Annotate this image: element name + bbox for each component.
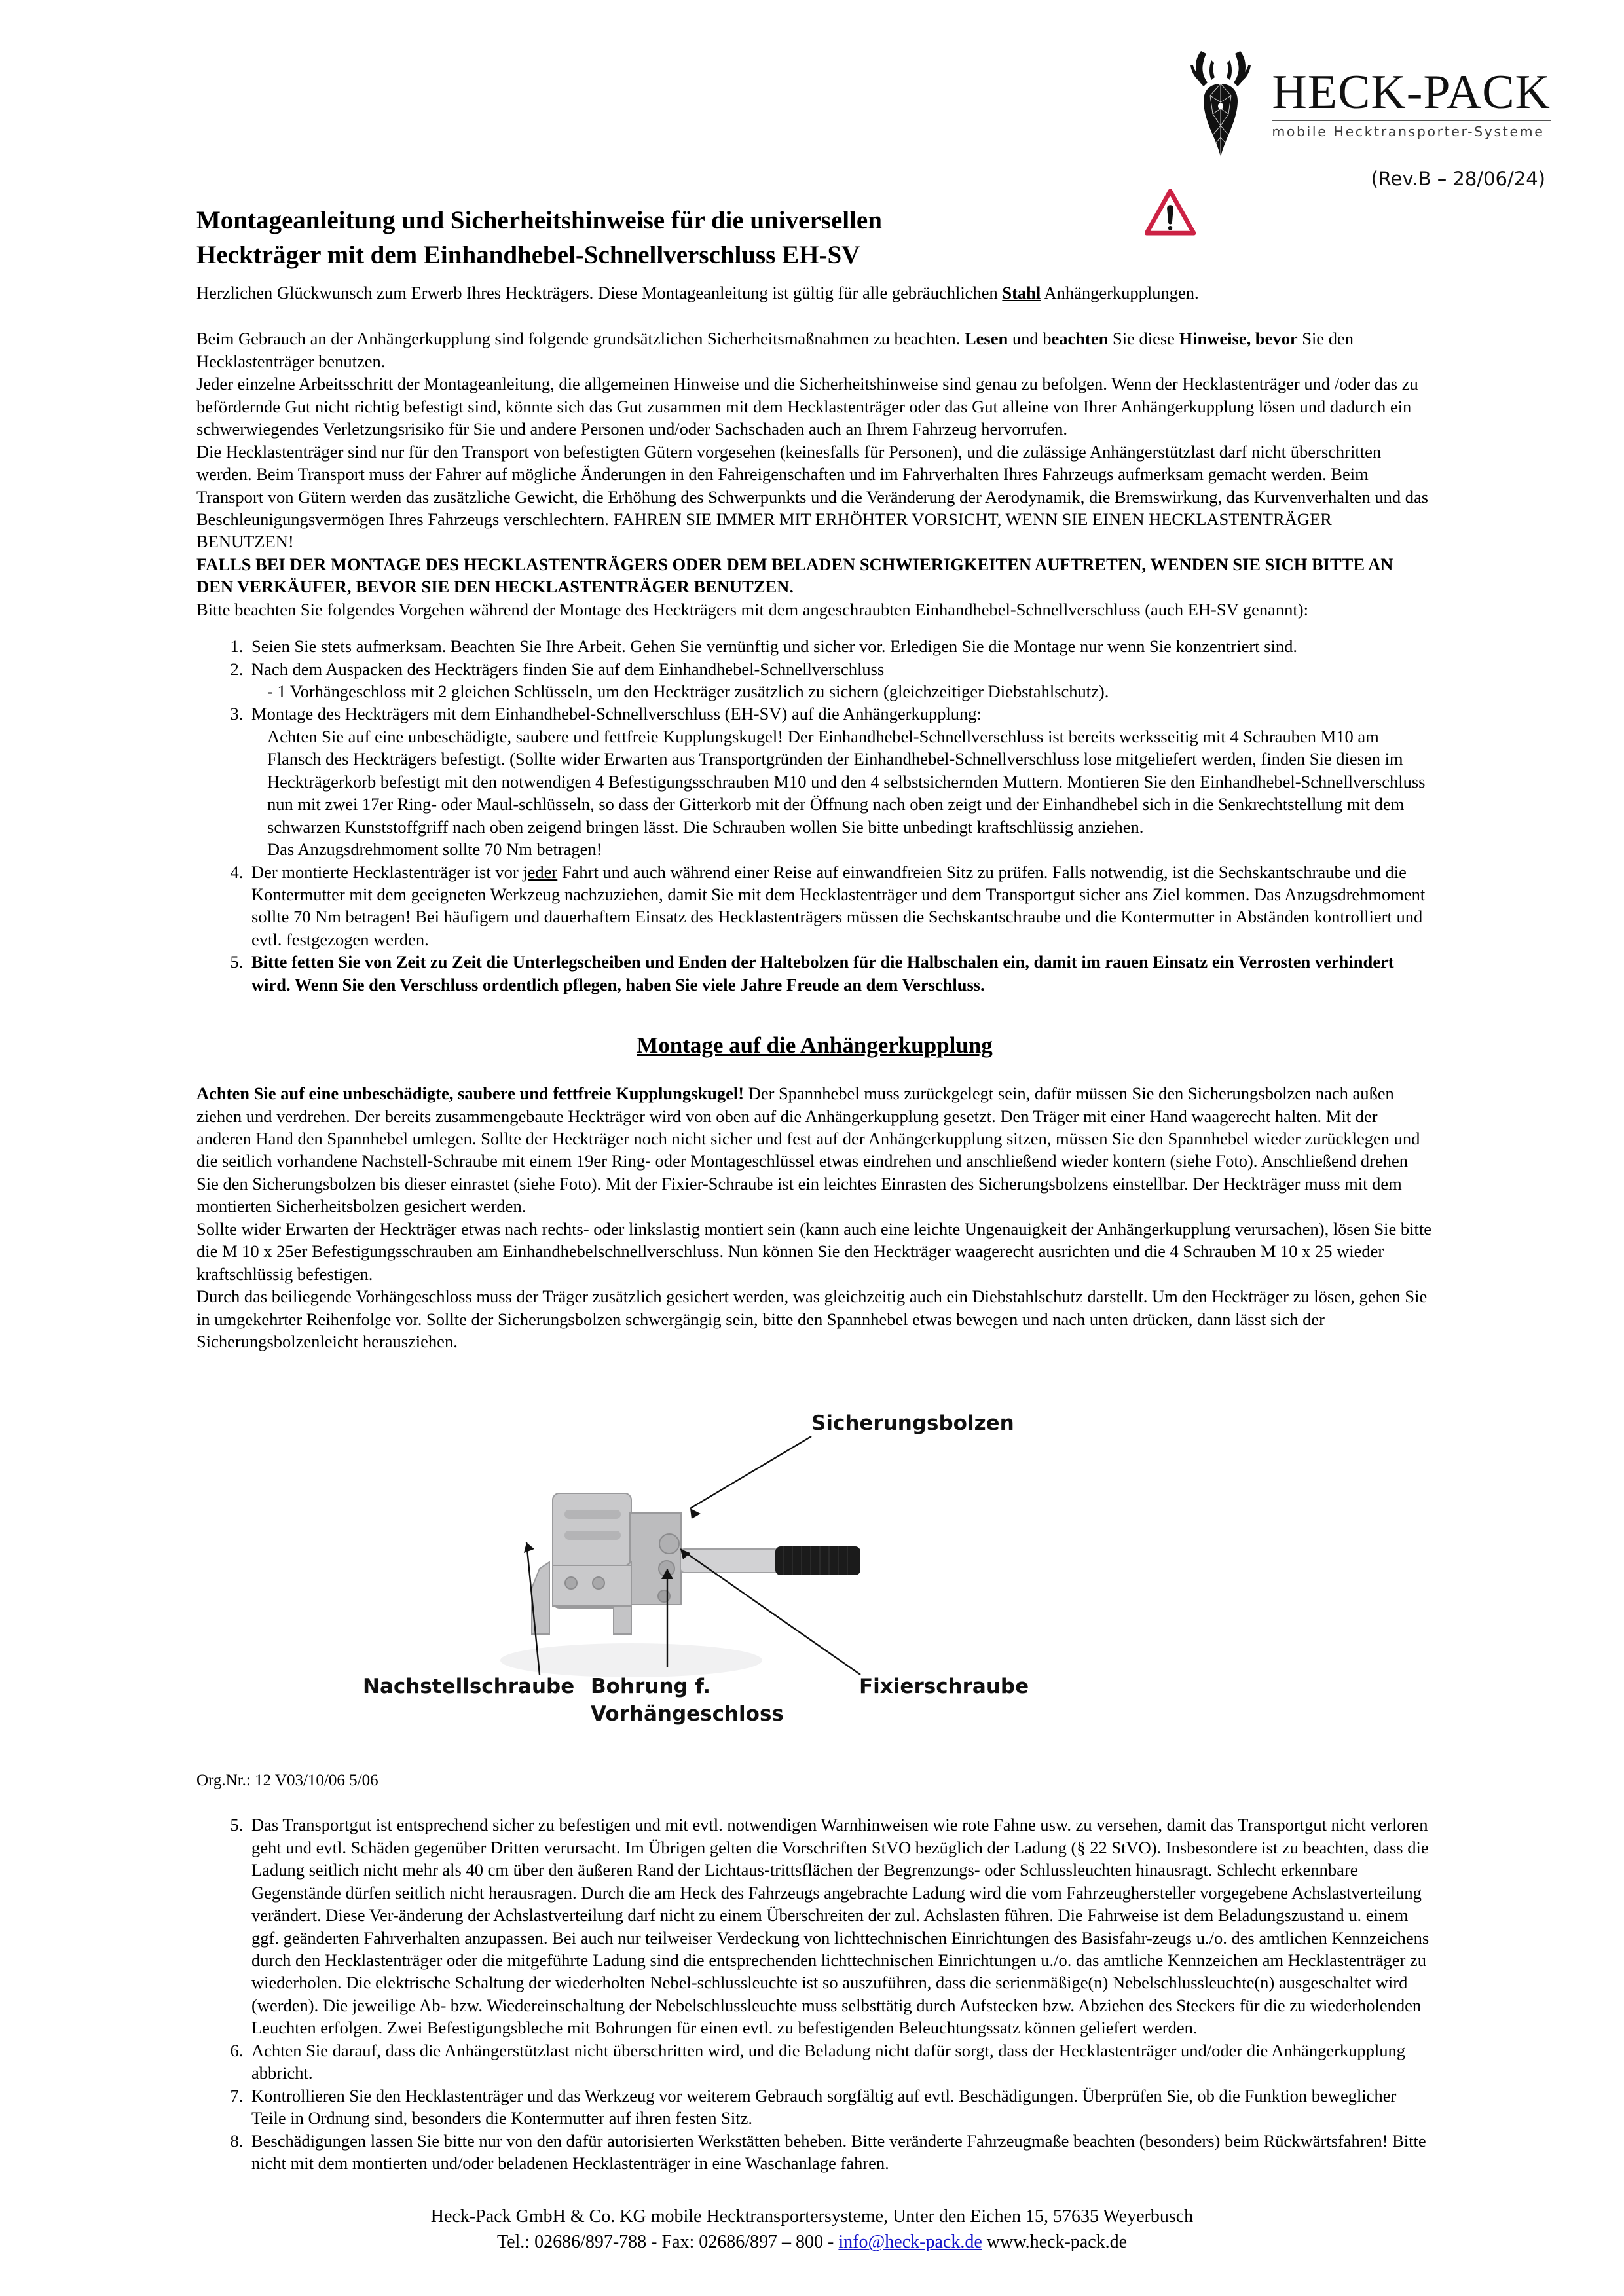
list-item xyxy=(248,2130,1433,2175)
diagram-label-fixierschraube: Fixierschraube xyxy=(859,1675,1029,1699)
intro-paragraph-1 xyxy=(196,282,1433,304)
logo-word: HECK-PACK xyxy=(1272,65,1551,119)
spacer xyxy=(196,621,1433,635)
logo-wordmark xyxy=(1272,46,1551,139)
coupling-body-illustration xyxy=(500,1493,860,1677)
intro-paragraph-5-warning: FALLS BEI DER MONTAGE DES HECKLASTENTRÄGERS ODER DEM BELADEN SCHWIERIGKEITEN AUFTRETEN, WENDEN SIE SICH BITTE AN DEN VERKÄUFER, BEVOR SIE DEN HECKLASTENTRÄGER BENUTZEN. xyxy=(196,554,1393,597)
diagram-label-vorhaengeschloss: Vorhängeschloss xyxy=(591,1702,784,1726)
list-item xyxy=(248,861,1433,951)
heck-pack-logo xyxy=(1181,46,1551,160)
spacer xyxy=(196,996,1433,1032)
coupling-diagram-figure xyxy=(196,1353,1433,1772)
step-1-text: Seien Sie stets aufmerksam. Beachten Sie Ihre Arbeit. Gehen Sie vernünftig und sicher vor. Erledigen Sie die Montage nur wenn Sie konzentriert sind. xyxy=(251,636,1297,657)
list-item xyxy=(248,635,1433,657)
revision-label: (Rev.B – 28/06/24) xyxy=(1371,168,1545,190)
list-item xyxy=(248,658,1433,703)
document-header xyxy=(63,39,1561,190)
page-title xyxy=(196,203,1179,272)
section2-paragraph-2: Sollte wider Erwarten der Heckträger etwas nach rechts- oder linkslastig montiert sein (kann auch eine leichte Ungenauigkeit der Anhängerkupplung verursachen), lösen Sie bitte die M 10 x 25er Befestigungsschrauben am Einhandhebelschnellverschluss. Nun können Sie den Heckträger waagerecht ausrichten und die 4 Schrauben M 10 x 25 wieder kraftschlüssig befestigen. xyxy=(196,1218,1432,1284)
intro-paragraph-4: Die Hecklastenträger sind nur für den Transport von befestigten Gütern vorgesehen (keinesfalls für Personen), und die zulässige Anhängerstützlast darf nicht überschritten werden. Beim Transport muss der Fahrer auf mögliche Änderungen in den Fahreigenschaften und im Fahrverhalten Ihres Fahrzeugs aufmerksam gemacht werden. Beim Transport von Gütern werden das zusätzliche Gewicht, die Erhöhung des Schwerpunkts und die Veränderung der Aerodynamik, die Bremswirkung, das Kurvenverhalten und das Beschleunigungsvermögen Ihres Fahrzeugs verschlechtern. FAHREN SIE IMMER MIT ERHÖHTER VORSICHT, WENN SIE EINEN HECKLASTENTRÄGER BENUTZEN! xyxy=(196,441,1429,552)
intro-p2-lesen: Lesen xyxy=(965,329,1008,349)
intro-p2-eachten: eachten xyxy=(1051,329,1109,349)
intro-p2-b: und b xyxy=(1008,329,1052,349)
footer-email-link[interactable]: info@heck-pack.de xyxy=(838,2232,982,2253)
step-2-text: Nach dem Auspacken des Heckträgers finden Sie auf dem Einhandhebel-Schnellverschluss xyxy=(251,659,885,679)
spacer xyxy=(196,304,1433,327)
step-7-text: Kontrollieren Sie den Hecklastenträger und das Werkzeug vor weiterem Gebrauch sorgfältig auf evtl. Beschädigungen. Überprüfen Sie, ob die Funktion beweglicher Teile in Ordnung sind, besonders die Kontermutter auf ihren festen Sitz. xyxy=(251,2085,1397,2128)
step-3-text: Montage des Heckträgers mit dem Einhandhebel-Schnellverschluss (EH-SV) auf die Anhängerkupplung: xyxy=(251,704,982,724)
coupling-diagram xyxy=(323,1353,1306,1758)
intro-p1-stahl: Stahl xyxy=(1002,283,1041,302)
diagram-label-bohrung: Bohrung f. xyxy=(591,1675,710,1699)
step-4-b: Fahrt und auch während einer Reise auf einwandfreien Sitz zu prüfen. Falls notwendig, ist die Sechskantschraube und die Kontermutter mit dem geeigneten Werkzeug nachzuziehen, damit Sie mit dem Hecklastenträger und dem Transportgut sicher ans Ziel kommen. Das Anzugsdrehmoment sollte 70 Nm betragen! Bei häufigem und dauerhaftem Einsatz des Hecklastenträgers müssen die Sechskantschraube und die Kontermutter in Abständen kontrolliert und evtl. festgezogen werden. xyxy=(251,862,1426,949)
footer-website: www.heck-pack.de xyxy=(982,2232,1128,2253)
list-item xyxy=(248,2039,1433,2085)
intro-p2-a: Beim Gebrauch an der Anhängerkupplung sind folgende grundsätzlichen Sicherheitsmaßnahmen zu beachten. xyxy=(196,329,965,349)
spacer xyxy=(196,1059,1433,1082)
section2-p1-bold: Achten Sie auf eine unbeschädigte, saubere und fettfreie Kupplungskugel! xyxy=(196,1084,745,1104)
document-footer xyxy=(0,2204,1624,2256)
assembly-steps-list xyxy=(196,635,1433,996)
diagram-label-nachstellschraube: Nachstellschraube xyxy=(363,1675,575,1699)
diagram-label-sicherungsbolzen: Sicherungsbolzen xyxy=(811,1412,1014,1436)
deer-head-icon xyxy=(1181,46,1260,160)
list-item xyxy=(248,702,1433,860)
intro-paragraph-2 xyxy=(196,327,1433,373)
footer-company-line: Heck-Pack GmbH & Co. KG mobile Hecktransportersysteme, Unter den Eichen 15, 57635 Weyerbusch xyxy=(430,2206,1194,2227)
step-5b-text: Das Transportgut ist entsprechend sicher zu befestigen und mit evtl. notwendigen Warnhinweisen wie rote Fahne usw. zu versehen, damit das Transportgut nicht verloren geht und evtl. Schäden gegenüber Dritten verursacht. Im Übrigen gelten die Vorschriften StVO bezüglich der Ladung (§ 22 StVO). Insbesondere ist zu beachten, dass die Ladung seitlich nicht mehr als 40 cm über den äußeren Rand der Lichtaus-trittsflächen der Begrenzungs- oder Schlussleuchten hinausragt. Schlecht erkennbare Gegenstände dürfen seitlich nicht herausragen. Durch die am Heck des Fahrzeugs angebrachte Ladung wird die vom Fahrzeughersteller vorgegebene Achslastverteilung verändert. Diese Ver-änderung der Achslastverteilung darf nicht zu einem Überschreiten der zul. Achslasten führen. Die Fahrweise ist dem Beladungszustand u. einem ggf. geänderten Fahrverhalten anzupassen. Bei auch nur teilweiser Verdeckung von lichttechnischen Einrichtungen des Basisfahr-zeugs u./o. des amtlichen Kennzeichens durch den Hecklastenträger oder die mitgeführte Ladung sind die entsprechenden lichttechnischen Einrichtungen u./o. das amtliche Kennzeichen am Hecklastenträger zu wiederholen. Die elektrische Schaltung der wiederholten Nebel-schlussleuchte ist so auszuführen, dass die serienmäßige(n) Nebelschlussleuchte(n) ausgeschaltet wird (werden). Die jeweilige Ab- bzw. Wiedereinschaltung der Nebelschlussleuchte muss selbsttätig durch Aufstecken bzw. Abziehen des Steckers für die zu wiederholenden Leuchten erfolgen. Zwei Befestigungsbleche mit Bohrungen für einen evtl. zu befestigenden Beleuchtungssatz können geliefert werden. xyxy=(251,1815,1430,2038)
logo-tagline: mobile Hecktransporter-Systeme xyxy=(1272,124,1545,140)
list-item xyxy=(248,951,1433,996)
step-5-text: Bitte fetten Sie von Zeit zu Zeit die Unterlegscheiben und Enden der Haltebolzen für die Halbschalen ein, damit im rauen Einsatz ein Verrosten verhindert wird. Wenn Sie den Verschluss ordentlich pflegen, haben Sie viele Jahre Freude an dem Verschluss. xyxy=(251,952,1394,994)
page-title-line-1: Montageanleitung und Sicherheitshinweise für die universellen xyxy=(196,206,882,234)
step-6-text: Achten Sie darauf, dass die Anhängerstützlast nicht überschritten wird, und die Beladung nicht dafür sorgt, dass der Hecklastenträger und/oder die Anhängerkupplung abbricht. xyxy=(251,2040,1406,2083)
intro-paragraph-6: Bitte beachten Sie folgendes Vorgehen während der Montage des Heckträgers mit dem angeschraubten Einhandhebel-Schnellverschluss (auch EH-SV genannt): xyxy=(196,599,1308,619)
intro-p2-d: Sie den Hecklastenträger benutzen. xyxy=(196,329,1354,371)
step-8-text: Beschädigungen lassen Sie bitte nur von den dafür autorisierten Werkstätten beheben. Bitte veränderte Fahrzeugmaße beachten (besonders) beim Rückwärtsfahren! Bitte nicht mit dem montierten und/oder beladenen Hecklastenträger in eine Waschanlage fahren. xyxy=(251,2130,1426,2173)
step-2-sub-text: - 1 Vorhängeschloss mit 2 gleichen Schlüsseln, um den Heckträger zusätzlich zu sichern (gleichzeitiger Diebstahlschutz). xyxy=(267,682,1109,701)
page-title-line-2: Heckträger mit dem Einhandhebel-Schnellverschluss EH-SV xyxy=(196,241,860,270)
section2-paragraph-1 xyxy=(196,1082,1433,1218)
step-3-body-2: Das Anzugsdrehmoment sollte 70 Nm betragen! xyxy=(267,839,602,860)
intro-p2-c: Sie diese xyxy=(1108,329,1179,349)
intro-p1-a: Herzlichen Glückwunsch zum Erwerb Ihres Heckträgers. Diese Montageanleitung ist gültig für alle gebräuchlichen xyxy=(196,283,1003,302)
org-number: Org.Nr.: 12 V03/10/06 5/06 xyxy=(196,1772,378,1790)
document-body xyxy=(196,282,1433,2174)
list-item xyxy=(248,2085,1433,2130)
step-3-body: Achten Sie auf eine unbeschädigte, saubere und fettfreie Kupplungskugel! Der Einhandhebel-Schnellverschluss ist bereits werksseitig mit 4 Schrauben M10 am Flansch des Heckträgers befestigt. (Sollte wider Erwarten aus Transportgründen der Einhandhebel-Schnellverschluss lose mitgeliefert werden, finden Sie diesen im Heckträgerkorb befestigt mit den notwendigen 4 Befestigungsschrauben M10 und den 4 selbstsichernden Muttern. Montieren Sie den Einhandhebel-Schnellverschluss nun mit zwei 17er Ring- oder Maul-schlüsseln, so dass der Gitterkorb mit der Öffnung nach oben zeigt und der Einhandhebel sich in die Senkrechtstellung mit dem schwarzen Kunststoffgriff nach oben zeigend bringen lässt. Die Schrauben wollen Sie bitte unbedingt kraftschlüssig anziehen. xyxy=(267,726,1426,837)
section-heading-montage: Montage auf die Anhängerkupplung xyxy=(637,1032,993,1059)
footer-phone-fax: Tel.: 02686/897-788 - Fax: 02686/897 – 800 - xyxy=(496,2232,839,2253)
footer-contact-line xyxy=(0,2229,1624,2255)
step-4-a: Der montierte Hecklastenträger ist vor xyxy=(251,862,523,882)
section2-p1-rest: Der Spannhebel muss zurückgelegt sein, dafür müssen Sie den Sicherungsbolzen nach außen ziehen und verdrehen. Der bereits zusammengebaute Heckträger wird von oben auf die Anhängerkupplung gesetzt. Den Träger mit einer Hand waagerecht halten. Mit der anderen Hand den Spannhebel umlegen. Sollte der Heckträger noch nicht sicher und fest auf der Anhängerkupplung sitzen, müssen Sie den Spannhebel wieder zurücklegen und die seitlich vorhandene Nachstell-Schraube mit einem 19er Ring- oder Montageschlüssel etwas eindrehen und anschließend wieder kontern (siehe Foto). Anschließend drehen Sie den Sicherungsbolzen bis dieser einrastet (siehe Foto). Mit der Fixier-Schraube ist ein leichtes Einrasten des Sicherungsbolzens einstellbar. Der Heckträger muss mit dem montierten Sicherheitsbolzen gesichert werden. xyxy=(196,1084,1420,1216)
intro-p2-hinweise: Hinweise, bevor xyxy=(1179,329,1298,349)
section2-paragraph-3: Durch das beiliegende Vorhängeschloss muss der Träger zusätzlich gesichert werden, was gleichzeitig auch ein Diebstahlschutz darstellt. Um den Heckträger zu lösen, gehen Sie in umgekehrter Reihenfolge vor. Sollte der Sicherungsbolzen schwergängig sein, bitte den Spannhebel etwas bewegen und nach unten drücken, dann lässt sich der Sicherungsbolzenleicht herausziehen. xyxy=(196,1286,1428,1351)
safety-steps-list xyxy=(196,1813,1433,2174)
logo-divider xyxy=(1272,120,1551,121)
intro-paragraph-3: Jeder einzelne Arbeitsschritt der Montageanleitung, die allgemeinen Hinweise und die Sicherheitshinweise sind genau zu befolgen. Wenn der Hecklastenträger und /oder das zu befördernde Gut nicht richtig befestigt sind, könnte sich das Gut zusammen mit dem Hecklastenträger oder das Gut alleine von Ihrer Anhängerkupplung lösen und dadurch ein schwerwiegendes Verletzungsrisiko für Sie und andere Personen und/oder Sachschaden auch an Ihrem Fahrzeug hervorrufen. xyxy=(196,374,1418,439)
step-4-jeder: jeder xyxy=(523,862,558,882)
intro-p1-b: Anhängerkupplungen. xyxy=(1041,283,1199,302)
spacer xyxy=(196,1790,1433,1813)
list-item xyxy=(248,1813,1433,2039)
